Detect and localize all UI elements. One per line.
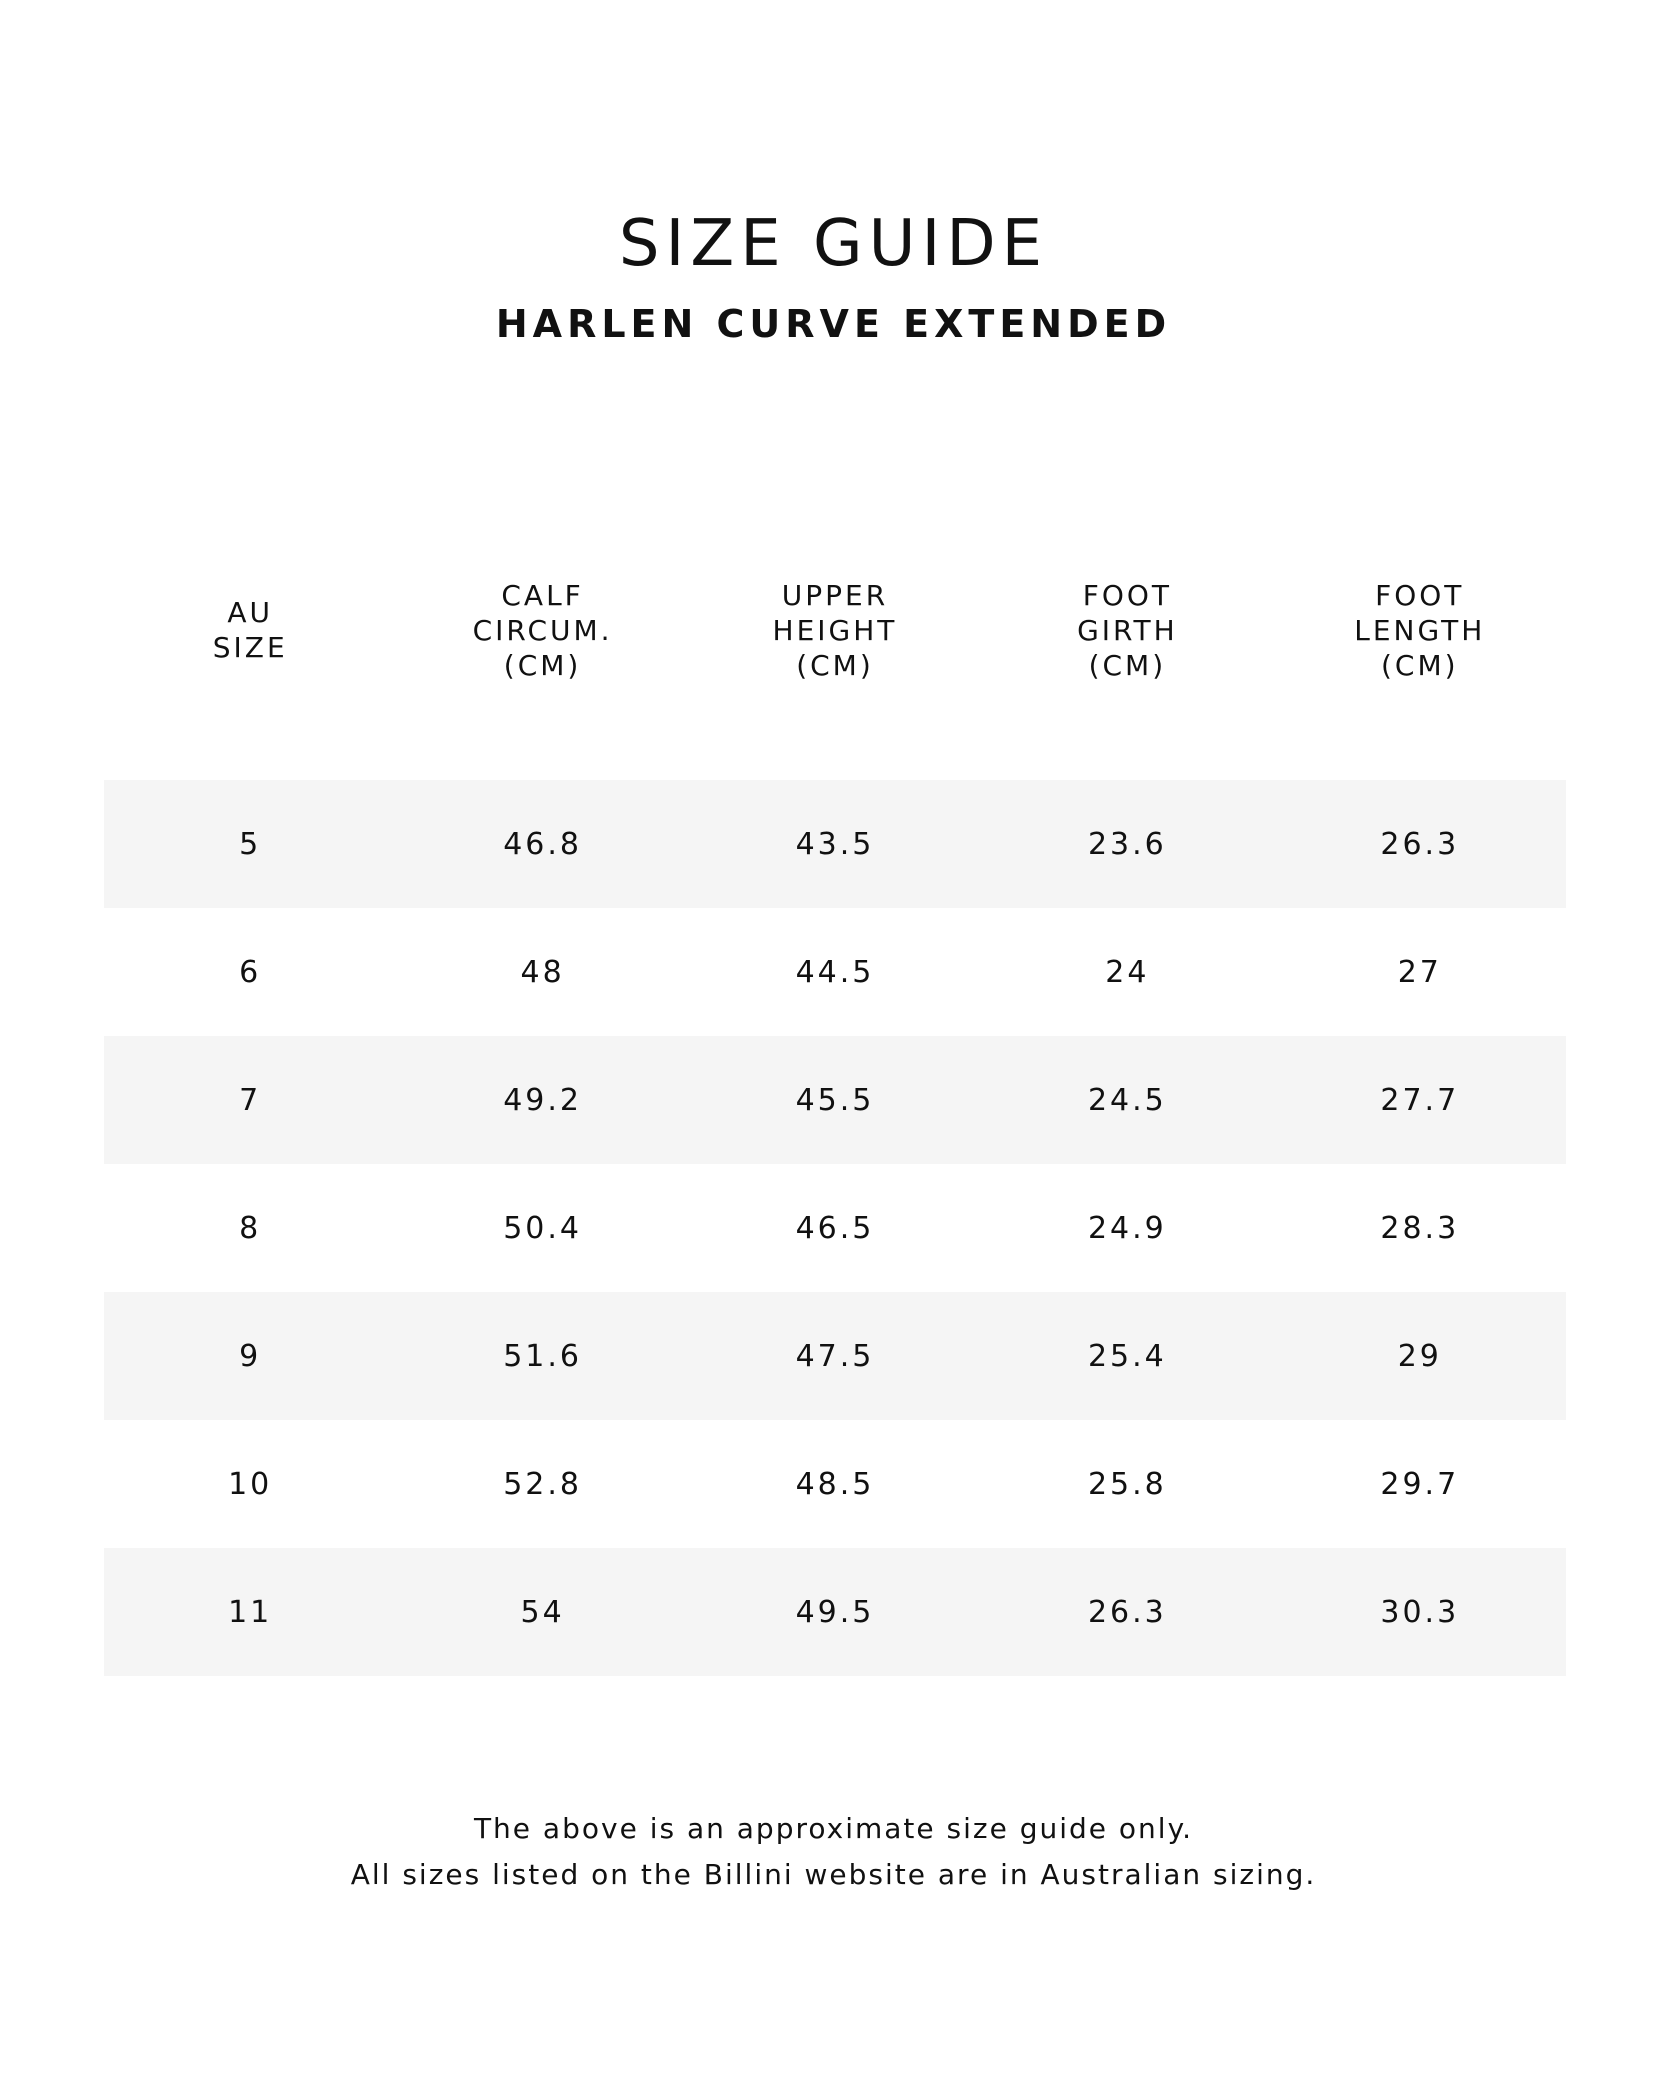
cell-au-size: 9 bbox=[104, 1292, 396, 1420]
cell-calf-circumference: 51.6 bbox=[396, 1292, 688, 1420]
disclaimer-line-1: The above is an approximate size guide only. bbox=[473, 1812, 1194, 1845]
cell-calf-circumference: 52.8 bbox=[503, 1466, 582, 1502]
cell-foot-girth: 25.4 bbox=[981, 1292, 1273, 1420]
cell-upper-height: 43.5 bbox=[689, 780, 981, 908]
cell-upper-height: 48.5 bbox=[795, 1466, 875, 1502]
table-row bbox=[104, 1292, 1566, 1420]
cell-foot-girth: 26.3 bbox=[981, 1548, 1273, 1676]
column-header-upper-height: UPPER HEIGHT (CM) bbox=[772, 578, 898, 682]
cell-upper-height: 44.5 bbox=[795, 954, 875, 990]
cell-au-size: 5 bbox=[104, 780, 396, 908]
cell-foot-length: 30.3 bbox=[1274, 1548, 1566, 1676]
table-header-row bbox=[104, 540, 1566, 780]
table-row bbox=[104, 1164, 1566, 1292]
column-header-foot-girth: FOOT GIRTH (CM) bbox=[1077, 578, 1178, 682]
cell-foot-length: 29 bbox=[1274, 1292, 1566, 1420]
cell-foot-girth: 24.5 bbox=[981, 1036, 1273, 1164]
column-header-calf-circumference: CALF CIRCUM. (CM) bbox=[472, 578, 613, 682]
cell-au-size: 10 bbox=[228, 1466, 273, 1502]
cell-foot-length: 27.7 bbox=[1274, 1036, 1566, 1164]
cell-calf-circumference: 50.4 bbox=[503, 1210, 582, 1246]
cell-foot-girth: 24.9 bbox=[1087, 1210, 1167, 1246]
cell-foot-length: 27 bbox=[1397, 954, 1442, 990]
cell-upper-height: 46.5 bbox=[795, 1210, 875, 1246]
cell-calf-circumference: 49.2 bbox=[396, 1036, 688, 1164]
cell-upper-height: 49.5 bbox=[689, 1548, 981, 1676]
table-row bbox=[104, 1036, 1566, 1164]
cell-calf-circumference: 54 bbox=[396, 1548, 688, 1676]
cell-calf-circumference: 46.8 bbox=[396, 780, 688, 908]
cell-upper-height: 47.5 bbox=[689, 1292, 981, 1420]
cell-foot-length: 26.3 bbox=[1274, 780, 1566, 908]
cell-calf-circumference: 48 bbox=[520, 954, 565, 990]
column-header-au-size: AU SIZE bbox=[212, 596, 288, 664]
cell-au-size: 6 bbox=[239, 954, 262, 990]
table-row bbox=[104, 780, 1566, 908]
cell-foot-girth: 24 bbox=[1105, 954, 1150, 990]
disclaimer-line-2: All sizes listed on the Billini website are in Australian sizing. bbox=[350, 1858, 1317, 1891]
cell-foot-girth: 23.6 bbox=[981, 780, 1273, 908]
column-header-foot-length: FOOT LENGTH (CM) bbox=[1354, 578, 1486, 682]
cell-au-size: 8 bbox=[239, 1210, 262, 1246]
size-table bbox=[104, 540, 1566, 1676]
table-row bbox=[104, 1420, 1566, 1548]
cell-foot-length: 29.7 bbox=[1380, 1466, 1460, 1502]
cell-foot-length: 28.3 bbox=[1380, 1210, 1460, 1246]
disclaimer bbox=[0, 1806, 1667, 1898]
table-row bbox=[104, 1548, 1566, 1676]
table-row bbox=[104, 908, 1566, 1036]
cell-foot-girth: 25.8 bbox=[1087, 1466, 1167, 1502]
cell-au-size: 11 bbox=[104, 1548, 396, 1676]
cell-au-size: 7 bbox=[104, 1036, 396, 1164]
page-title: SIZE GUIDE bbox=[618, 207, 1049, 281]
cell-upper-height: 45.5 bbox=[689, 1036, 981, 1164]
product-name: HARLEN CURVE EXTENDED bbox=[495, 302, 1172, 346]
